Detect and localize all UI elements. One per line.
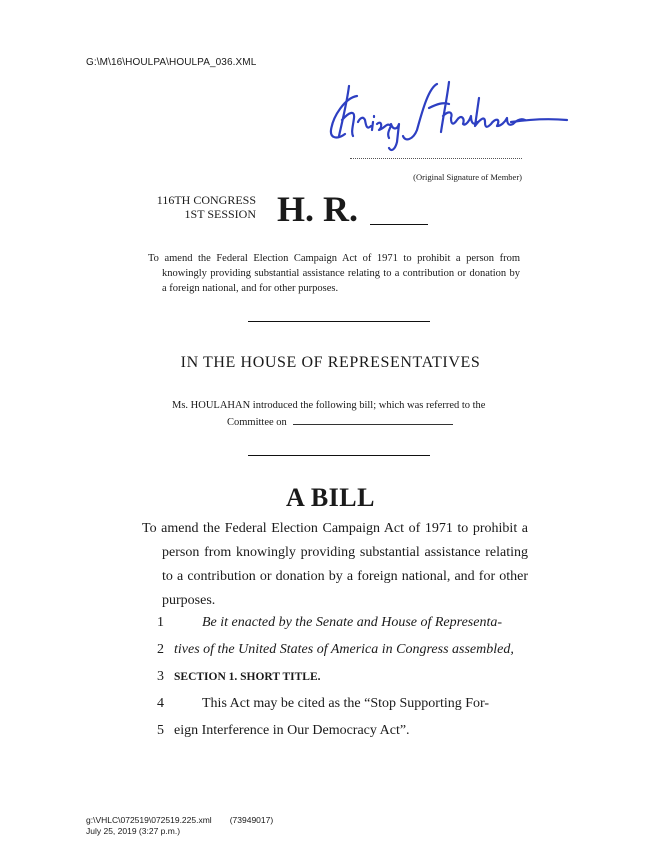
bill-designation: H. R. [277,189,358,229]
introduction-line-2 [172,414,512,431]
signature-stroke-houlahan [403,82,525,139]
signature-line [350,158,522,159]
footer-date: July 25, 2019 (3:27 p.m.) [86,826,181,836]
introduction-statement [172,397,512,431]
enacting-clause-line: tives of the United States of America in Congress assembled, [174,642,514,657]
committee-label: Committee on [227,417,287,428]
committee-blank [293,415,453,425]
line-number: 5 [157,723,164,738]
session-number: 1ST SESSION [184,207,256,221]
section-heading: SECTION 1. SHORT TITLE. [174,671,321,683]
introduction-line-1: Ms. HOULAHAN introduced the following bill; which was referred to the [172,400,486,411]
member-signature [325,78,570,158]
bill-line [0,696,661,716]
long-title-text: To amend the Federal Election Campaign Act of 1971 to prohibit a person from knowingly providing substantial assistance relating to a contribution or donation by a foreign national, and for other purposes. [142,521,528,608]
bill-title: A BILL [286,483,375,512]
line-number: 2 [157,642,164,657]
bill-line [0,615,661,635]
signature-stroke-rissy [358,116,399,150]
bill-short-description [148,251,520,296]
enacting-clause-line: Be it enacted by the Senate and House of Representa- [202,615,502,630]
bill-long-title [142,517,528,613]
line-number: 3 [157,669,164,684]
footer-id: (73949017) [229,815,274,825]
line-number: 1 [157,615,164,630]
section-text-line: This Act may be cited as the “Stop Supporting For- [202,696,490,711]
bill-line [0,669,661,689]
congress-number: 116TH CONGRESS [156,193,256,207]
divider-rule [248,455,430,456]
short-description-text: To amend the Federal Election Campaign Act of 1971 to prohibit a person from knowingly providing substantial assistance relating to a contribution or donation by a foreign national, and for other purposes. [148,253,520,294]
line-number: 4 [157,696,164,711]
section-text-line: eign Interference in Our Democracy Act”. [174,723,410,738]
footer-file: g:\VHLC\072519\072519.225.xml [86,815,212,825]
bill-line [0,723,661,743]
bill-number-blank [370,224,428,225]
signature-caption: (Original Signature of Member) [413,172,522,182]
file-path: G:\M\16\HOULPA\HOULPA_036.XML [86,57,257,68]
signature-stroke-h [339,86,354,136]
chamber-heading: IN THE HOUSE OF REPRESENTATIVES [180,354,481,371]
congress-session-block [144,193,256,221]
bill-line [0,642,661,662]
document-footer [86,815,273,837]
divider-rule [248,321,430,322]
